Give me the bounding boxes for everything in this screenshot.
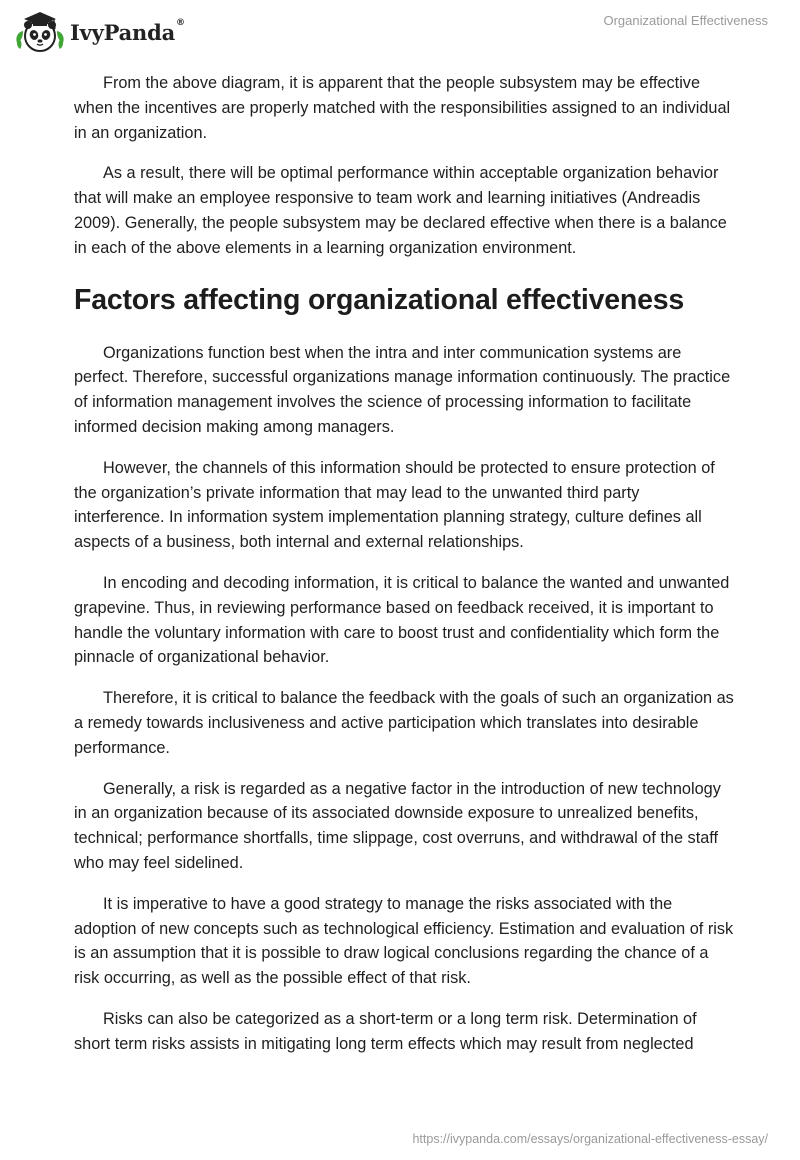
- paragraph: From the above diagram, it is apparent that the people subsystem may be effective when the incentives are properly matched with the responsibilities assigned to an individual in an organization.: [74, 74, 731, 142]
- paragraph: In encoding and decoding information, it is critical to balance the wanted and unwanted grapevine. Thus, in reviewing performance based on feedback received, it is important to handle the voluntary information with care to boost trust and confidentiality which form the pinnacle of organizational behavior.: [74, 573, 730, 667]
- essay-content: [74, 71, 734, 1073]
- panda-graduate-icon: [14, 9, 66, 55]
- logo-wordmark: IvyPanda®: [70, 17, 185, 45]
- paragraph: As a result, there will be optimal performance within acceptable organization behavior that will make an employee responsive to team work and learning initiatives (Andreadis 2009). Generally, the people subsystem may be declared effective when there is a balance in each of the above elements in a learning organization environment.: [74, 164, 727, 257]
- paragraph: It is imperative to have a good strategy to manage the risks associated with the adoption of new concepts such as technological efficiency. Estimation and evaluation of risk is an assumption that it is possible to draw logical conclusions regarding the chance of a risk occurring, as well as the possible effect of that risk.: [74, 894, 734, 988]
- source-url-link[interactable]: https://ivypanda.com/essays/organizational-effectiveness-essay/: [412, 1132, 768, 1146]
- paragraph: Organizations function best when the intra and inter communication systems are perfect. Therefore, successful organizations manage information continuously. The practice of information management involves the science of processing information to facilitate informed decision making among managers.: [74, 343, 731, 436]
- paragraph: Therefore, it is critical to balance the feedback with the goals of such an organization as a remedy towards inclusiveness and active participation which translates into desirable performance.: [74, 689, 734, 757]
- section-heading: Factors affecting organizational effectiveness: [74, 283, 685, 316]
- ivypanda-logo[interactable]: [14, 9, 185, 55]
- paragraph: Generally, a risk is regarded as a negative factor in the introduction of new technology in an organization because of its associated downside exposure to unrealized benefits, technical; performance shortfalls, time slippage, cost overruns, and withdrawal of the staff who may feel sidelined.: [74, 779, 721, 872]
- paragraph: However, the channels of this information should be protected to ensure protection of the organization’s private information that may lead to the unwanted third party interference. In information system implementation planning strategy, culture defines all aspects of a business, both internal and external relationships.: [74, 458, 715, 552]
- document-title: Organizational Effectiveness: [603, 13, 768, 28]
- registered-mark: ®: [176, 17, 185, 28]
- paragraph: Risks can also be categorized as a short-term or a long term risk. Determination of short term risks assists in mitigating long term effects which may result from neglected: [74, 1009, 697, 1053]
- page-header: [0, 0, 800, 66]
